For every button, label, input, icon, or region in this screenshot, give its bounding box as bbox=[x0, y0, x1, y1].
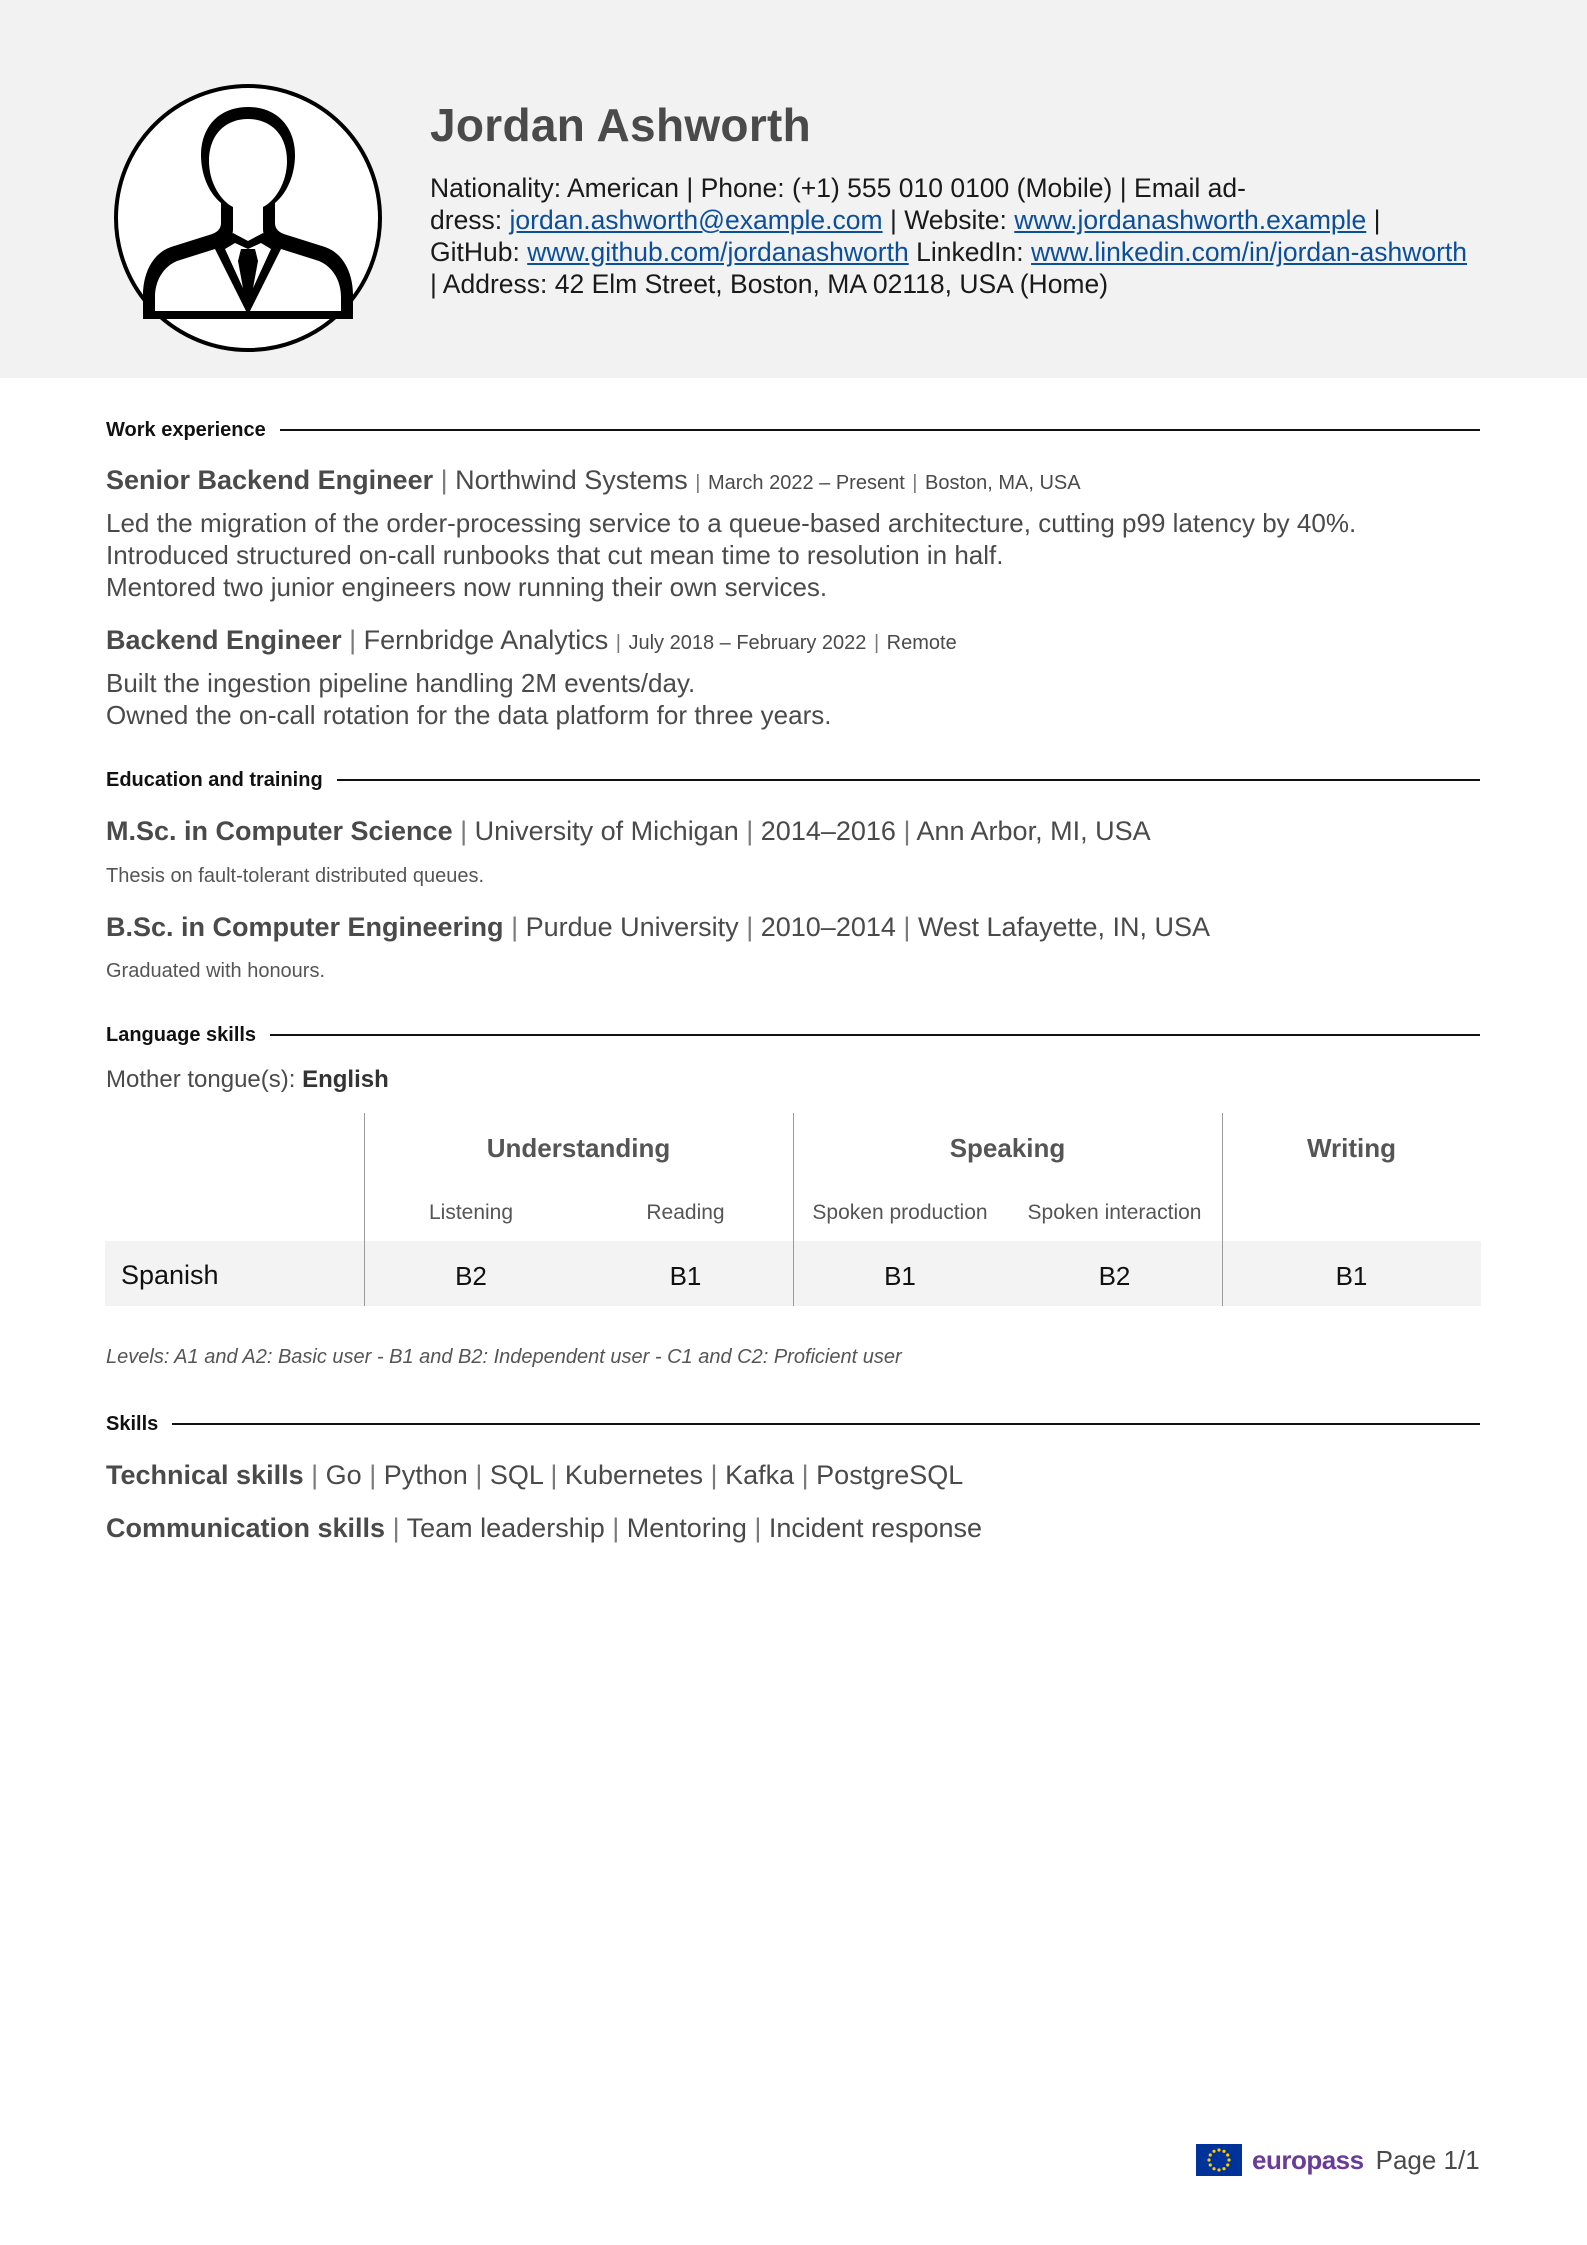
description-line: Introduced structured on-call runbooks that cut mean time to resolution in half. bbox=[106, 540, 1004, 570]
section-rule bbox=[280, 429, 1480, 431]
job-description bbox=[106, 667, 1506, 731]
description-line: Led the migration of the order-processing service to a queue-based architecture, cutting p99 latency by 40%. bbox=[106, 508, 1357, 538]
skills-heading bbox=[106, 1412, 1480, 1436]
skill-item: Incident response bbox=[768, 1513, 983, 1543]
profile-avatar-icon bbox=[113, 83, 383, 353]
skill-group-label: Technical skills bbox=[106, 1460, 304, 1490]
sub-listening: Listening bbox=[428, 1201, 514, 1224]
linkedin-label: LinkedIn: bbox=[916, 237, 1024, 267]
separator: | bbox=[1119, 173, 1127, 203]
separator: | bbox=[801, 1460, 809, 1490]
skill-item: PostgreSQL bbox=[816, 1460, 964, 1490]
contact-details bbox=[430, 172, 1490, 300]
separator: | bbox=[511, 912, 519, 942]
mother-tongue bbox=[106, 1066, 389, 1094]
job-dates: March 2022 – Present bbox=[707, 472, 905, 494]
skill-item: Python bbox=[383, 1460, 468, 1490]
email-label-cont: dress: bbox=[430, 205, 503, 235]
separator: | bbox=[550, 1460, 558, 1490]
levels-legend: Levels: A1 and A2: Basic user - B1 and B2: Independent user - C1 and C2: Proficient user bbox=[106, 1346, 902, 1368]
group-understanding: Understanding bbox=[486, 1133, 671, 1163]
education-years: 2014–2016 bbox=[760, 816, 896, 846]
separator: | bbox=[460, 816, 468, 846]
separator: | bbox=[612, 1513, 620, 1543]
address-label: Address: bbox=[442, 269, 548, 299]
section-title: Language skills bbox=[106, 1023, 257, 1046]
linkedin-link[interactable]: www.linkedin.com/in/jordan-ashworth bbox=[1031, 237, 1468, 267]
email-link[interactable]: jordan.ashworth@example.com bbox=[509, 205, 883, 235]
job-role: Senior Backend Engineer bbox=[106, 465, 434, 495]
candidate-name: Jordan Ashworth bbox=[430, 99, 812, 151]
skill-item: Team leadership bbox=[406, 1513, 605, 1543]
phone-label: Phone: bbox=[700, 173, 785, 203]
mother-tongue-value: English bbox=[302, 1066, 389, 1093]
language-table bbox=[105, 1113, 1481, 1306]
education-location: West Lafayette, IN, USA bbox=[917, 912, 1211, 942]
description-line: Mentored two junior engineers now running their own services. bbox=[106, 572, 828, 602]
group-speaking: Speaking bbox=[949, 1133, 1066, 1163]
school: Purdue University bbox=[525, 912, 739, 942]
separator: | bbox=[686, 173, 694, 203]
education-header bbox=[106, 816, 1506, 847]
separator: | bbox=[903, 912, 911, 942]
mother-tongue-label: Mother tongue(s): bbox=[106, 1066, 296, 1093]
job-header bbox=[106, 465, 1506, 496]
education-location: Ann Arbor, MI, USA bbox=[916, 816, 1151, 846]
website-label: Website: bbox=[904, 205, 1007, 235]
separator: | bbox=[873, 632, 880, 654]
education-years: 2010–2014 bbox=[760, 912, 896, 942]
section-rule bbox=[172, 1423, 1480, 1425]
separator: | bbox=[746, 912, 754, 942]
eu-flag-icon bbox=[1196, 2144, 1242, 2176]
communication-skills-line bbox=[106, 1513, 982, 1544]
level-spoken-interaction: B2 bbox=[1098, 1261, 1131, 1291]
language-skills-heading bbox=[106, 1023, 1480, 1047]
separator: | bbox=[903, 816, 911, 846]
level-spoken-production: B1 bbox=[884, 1261, 916, 1291]
section-title: Education and training bbox=[106, 768, 323, 791]
address-value: 42 Elm Street, Boston, MA 02118, USA (Home) bbox=[554, 269, 1109, 299]
skill-item: Go bbox=[325, 1460, 362, 1490]
separator: | bbox=[754, 1513, 762, 1543]
level-writing: B1 bbox=[1335, 1261, 1368, 1291]
website-link[interactable]: www.jordanashworth.example bbox=[1014, 205, 1367, 235]
job-dates: July 2018 – February 2022 bbox=[628, 632, 867, 654]
section-rule bbox=[270, 1034, 1480, 1036]
separator: | bbox=[695, 472, 701, 494]
degree: M.Sc. in Computer Science bbox=[106, 816, 453, 846]
job-location: Boston, MA, USA bbox=[924, 472, 1081, 494]
separator: | bbox=[430, 269, 437, 299]
separator: | bbox=[311, 1460, 319, 1490]
separator: | bbox=[889, 205, 897, 235]
separator: | bbox=[369, 1460, 377, 1490]
github-label: GitHub: bbox=[430, 237, 520, 267]
section-title: Work experience bbox=[106, 418, 266, 441]
education-note: Thesis on fault-tolerant distributed queues. bbox=[106, 865, 484, 887]
level-reading: B1 bbox=[669, 1261, 702, 1291]
level-listening: B2 bbox=[455, 1261, 487, 1291]
separator: | bbox=[746, 816, 754, 846]
separator: | bbox=[1373, 205, 1381, 235]
separator: | bbox=[615, 632, 621, 654]
education-heading bbox=[106, 768, 1480, 792]
skill-item: Kubernetes bbox=[564, 1460, 704, 1490]
description-line: Built the ingestion pipeline handling 2M events/day. bbox=[106, 668, 696, 698]
sub-reading: Reading bbox=[646, 1201, 725, 1224]
sub-spoken-interaction: Spoken interaction bbox=[1027, 1201, 1202, 1224]
job-description bbox=[106, 507, 1506, 603]
job-company: Northwind Systems bbox=[455, 465, 688, 495]
school: University of Michigan bbox=[474, 816, 739, 846]
separator: | bbox=[392, 1513, 400, 1543]
separator: | bbox=[349, 625, 357, 655]
description-line: Owned the on-call rotation for the data platform for three years. bbox=[106, 700, 832, 730]
skill-item: SQL bbox=[489, 1460, 543, 1490]
work-experience-heading bbox=[106, 418, 1480, 442]
skill-item: Kafka bbox=[725, 1460, 795, 1490]
email-label: Email ad- bbox=[1134, 173, 1246, 203]
github-link[interactable]: www.github.com/jordanashworth bbox=[527, 237, 909, 267]
group-writing: Writing bbox=[1306, 1133, 1397, 1163]
nationality-value: American bbox=[567, 173, 679, 203]
job-header bbox=[106, 625, 1506, 656]
separator: | bbox=[912, 472, 918, 494]
page-number: Page 1/1 bbox=[1375, 2144, 1480, 2175]
language-name: Spanish bbox=[121, 1260, 219, 1290]
section-rule bbox=[337, 779, 1480, 781]
technical-skills-line bbox=[106, 1460, 963, 1491]
nationality-label: Nationality: bbox=[430, 173, 562, 203]
separator: | bbox=[710, 1460, 718, 1490]
job-role: Backend Engineer bbox=[106, 625, 342, 655]
page-footer bbox=[1196, 2143, 1480, 2177]
section-title: Skills bbox=[106, 1412, 159, 1435]
separator: | bbox=[440, 465, 448, 495]
europass-logo: europass bbox=[1252, 2144, 1364, 2175]
degree: B.Sc. in Computer Engineering bbox=[106, 912, 504, 942]
separator: | bbox=[475, 1460, 483, 1490]
job-company: Fernbridge Analytics bbox=[363, 625, 609, 655]
header-band bbox=[0, 0, 1587, 378]
education-header bbox=[106, 912, 1506, 943]
skill-item: Mentoring bbox=[626, 1513, 747, 1543]
phone-value: (+1) 555 010 0100 (Mobile) bbox=[791, 173, 1113, 203]
job-location: Remote bbox=[886, 632, 957, 654]
skill-group-label: Communication skills bbox=[106, 1513, 386, 1543]
sub-spoken-production: Spoken production bbox=[812, 1201, 988, 1224]
education-note: Graduated with honours. bbox=[106, 960, 326, 982]
